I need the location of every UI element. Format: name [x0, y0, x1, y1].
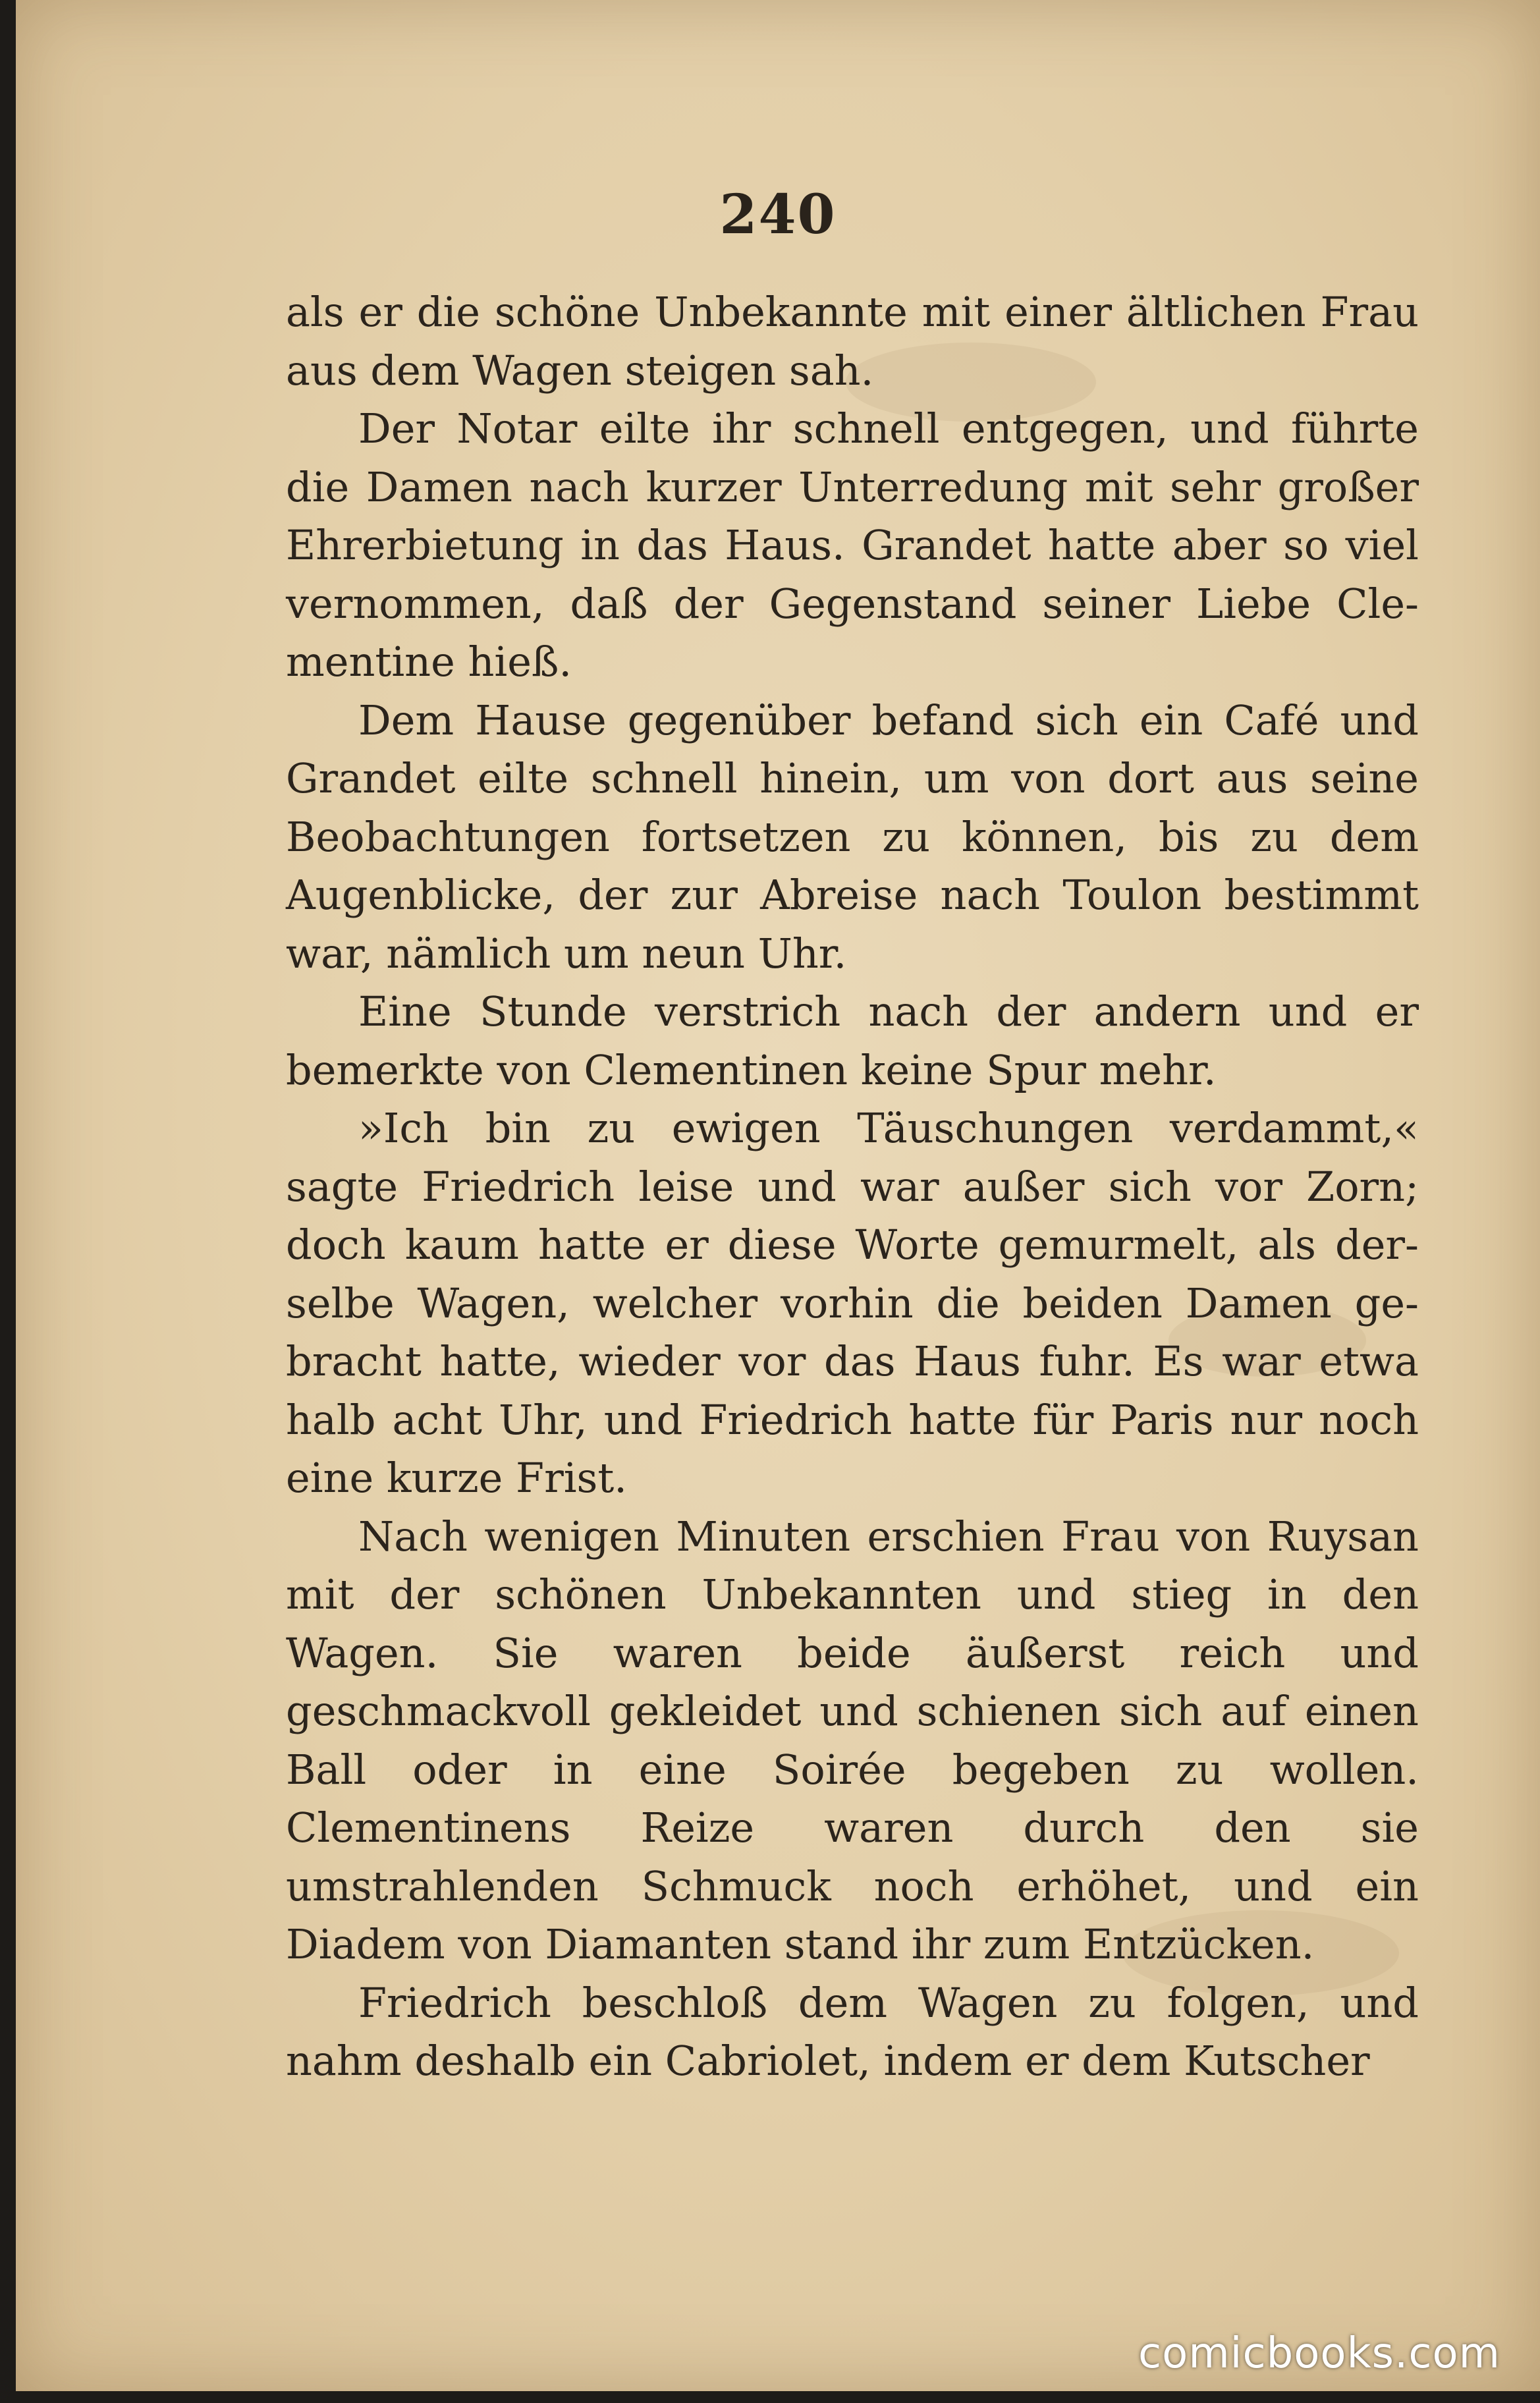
paragraph: Dem Hause gegenüber befand sich ein Café und Grandet eilte schnell hinein, um von dort aus seine Beobachtungen fortsetzen zu können, bis zu dem Augenblicke, der zur Abreise nach Toulon bestimmt war, nämlich um neun Uhr.	[286, 696, 1419, 978]
book-page	[16, 0, 1540, 2391]
paragraph: Nach wenigen Minuten erschien Frau von Ruysan mit der schönen Unbekannten und stieg in den Wagen. Sie waren beide äußerst reich und geschmackvoll gekleidet und schienen sich auf einen Ball oder in eine Soirée begeben zu wollen. Clementinens Reize waren durch den sie umstrahlenden Schmuck noch erhöhet, und ein Diadem von Diamanten stand ihr zum Entzücken.	[286, 1512, 1419, 1968]
paragraph: Der Notar eilte ihr schnell entgegen, und führte die Damen nach kurzer Unterredung mit sehr großer Ehrerbietung in das Haus. Grandet hatte aber so viel vernommen, daß der Gegenstand seiner Liebe Clementine hieß.	[286, 404, 1419, 686]
paragraph: als er die schöne Unbekannte mit einer ältlichen Frau aus dem Wagen steigen sah.	[286, 288, 1419, 395]
body-text	[286, 283, 1419, 2091]
paragraph: Eine Stunde verstrich nach der andern und er bemerkte von Clementinen keine Spur mehr.	[286, 987, 1419, 1094]
paragraph: »Ich bin zu ewigen Täuschungen verdammt,« sagte Friedrich leise und war außer sich vor Zorn; doch kaum hatte er diese Worte gemurmelt, als derselbe Wagen, welcher vorhin die beiden Damen gebracht hatte, wieder vor das Haus fuhr. Es war etwa halb acht Uhr, und Friedrich hatte für Paris nur noch eine kurze Frist.	[286, 1104, 1419, 1502]
watermark-logo: comicbooks.com	[1138, 2329, 1500, 2378]
page-number: 240	[719, 183, 837, 246]
paragraph: Friedrich beschloß dem Wagen zu folgen, und nahm deshalb ein Cabriolet, indem er dem Kutscher	[286, 1978, 1419, 2085]
